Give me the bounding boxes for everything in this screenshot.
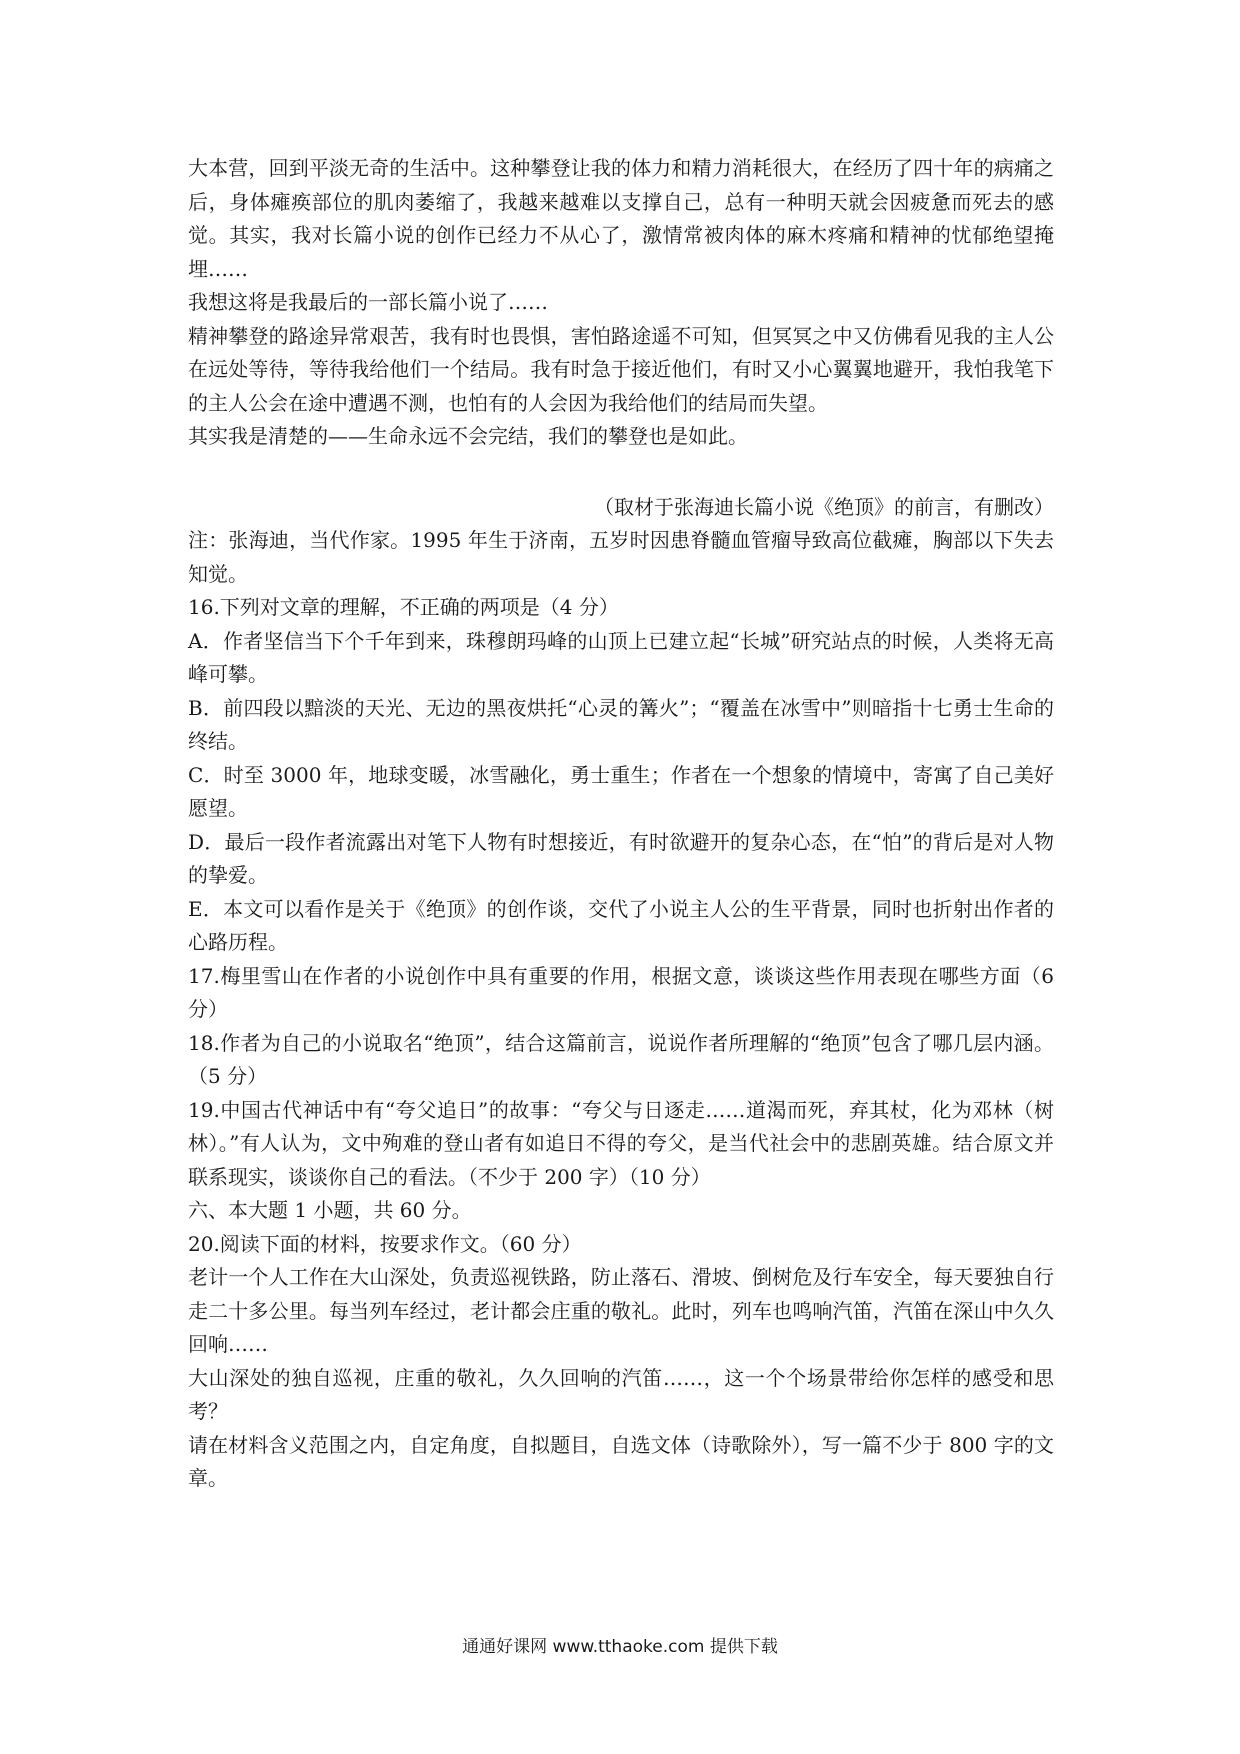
- essay-instructions: 请在材料含义范围之内，自定角度，自拟题目，自选文体（诗歌除外），写一篇不少于 800 字的文章。: [188, 1432, 1054, 1490]
- source-citation: （取材于张海迪长篇小说《绝顶》的前言，有删改）: [594, 494, 1054, 519]
- question-19: 19.中国古代神话中有“夸父追日”的故事：“夸父与日逐走……道渴而死，弃其杖，化为邓林（树林）。”有人认为，文中殉难的登山者有如追日不得的夸父，是当代社会中的悲剧英雄。结合原文并联系现实，谈谈你自己的看法。（不少于 200 字）（10 分）: [188, 1097, 1054, 1189]
- question-20: 20.阅读下面的材料，按要求作文。（60 分）: [188, 1231, 582, 1256]
- question-17: 17.梅里雪山在作者的小说创作中具有重要的作用，根据文意，谈谈这些作用表现在哪些方面（6 分）: [188, 963, 1054, 1021]
- material-paragraph-2: 大山深处的独自巡视，庄重的敬礼，久久回响的汽笛……，这一个个场景带给你怎样的感受和思考？: [188, 1365, 1054, 1423]
- question-16-option-e: E．本文可以看作是关于《绝顶》的创作谈，交代了小说主人公的生平背景，同时也折射出作者的心路历程。: [188, 896, 1054, 954]
- question-16-option-a: A．作者坚信当下个千年到来，珠穆朗玛峰的山顶上已建立起“长城”研究站点的时候，人类将无高峰可攀。: [188, 628, 1054, 686]
- passage-paragraph-3: 精神攀登的路途异常艰苦，我有时也畏惧，害怕路途遥不可知，但冥冥之中又仿佛看见我的主人公在远处等待，等待我给他们一个结局。我有时急于接近他们，有时又小心翼翼地避开，我怕我笔下的主人公会在途中遭遇不测，也怕有的人会因为我给他们的结局而失望。: [188, 323, 1054, 415]
- material-paragraph-1: 老计一个人工作在大山深处，负责巡视铁路，防止落石、滑坡、倒树危及行车安全，每天要独自行走二十多公里。每当列车经过，老计都会庄重的敬礼。此时，列车也鸣响汽笛，汽笛在深山中久久回响……: [188, 1265, 1054, 1356]
- question-16: 16.下列对文章的理解，不正确的两项是（4 分）: [188, 595, 619, 619]
- footer-watermark: 通通好课网 www.tthaoke.com 提供下载: [462, 1637, 778, 1657]
- exam-page: [188, 152, 1054, 1496]
- question-16-option-b: B．前四段以黯淡的天光、无边的黑夜烘托“心灵的篝火”；“覆盖在冰雪中”则暗指十七勇士生命的终结。: [188, 695, 1054, 753]
- author-note: 注：张海迪，当代作家。1995 年生于济南，五岁时因患脊髓血管瘤导致高位截瘫，胸部以下失去知觉。: [188, 528, 1054, 586]
- passage-paragraph-2: 我想这将是我最后的一部长篇小说了……: [188, 290, 548, 314]
- spacer: [188, 454, 1054, 491]
- question-16-option-d: D．最后一段作者流露出对笔下人物有时想接近，有时欲避开的复杂心态，在“怕”的背后是对人物的挚爱。: [188, 829, 1054, 887]
- section-6-heading: 六、本大题 1 小题，共 60 分。: [188, 1198, 472, 1222]
- passage-paragraph-4: 其实我是清楚的——生命永远不会完结，我们的攀登也是如此。: [188, 424, 748, 448]
- question-16-option-c: C．时至 3000 年，地球变暖，冰雪融化，勇士重生；作者在一个想象的情境中，寄寓了自己美好愿望。: [188, 762, 1054, 820]
- question-18: 18.作者为自己的小说取名“绝顶”，结合这篇前言，说说作者所理解的“绝顶”包含了哪几层内涵。（5 分）: [188, 1030, 1054, 1088]
- passage-paragraph-1: 大本营，回到平淡无奇的生活中。这种攀登让我的体力和精力消耗很大，在经历了四十年的病痛之后，身体瘫痪部位的肌肉萎缩了，我越来越难以支撑自己，总有一种明天就会因疲惫而死去的感觉。其实，我对长篇小说的创作已经力不从心了，激情常被肉体的麻木疼痛和精神的忧郁绝望掩埋……: [188, 156, 1054, 281]
